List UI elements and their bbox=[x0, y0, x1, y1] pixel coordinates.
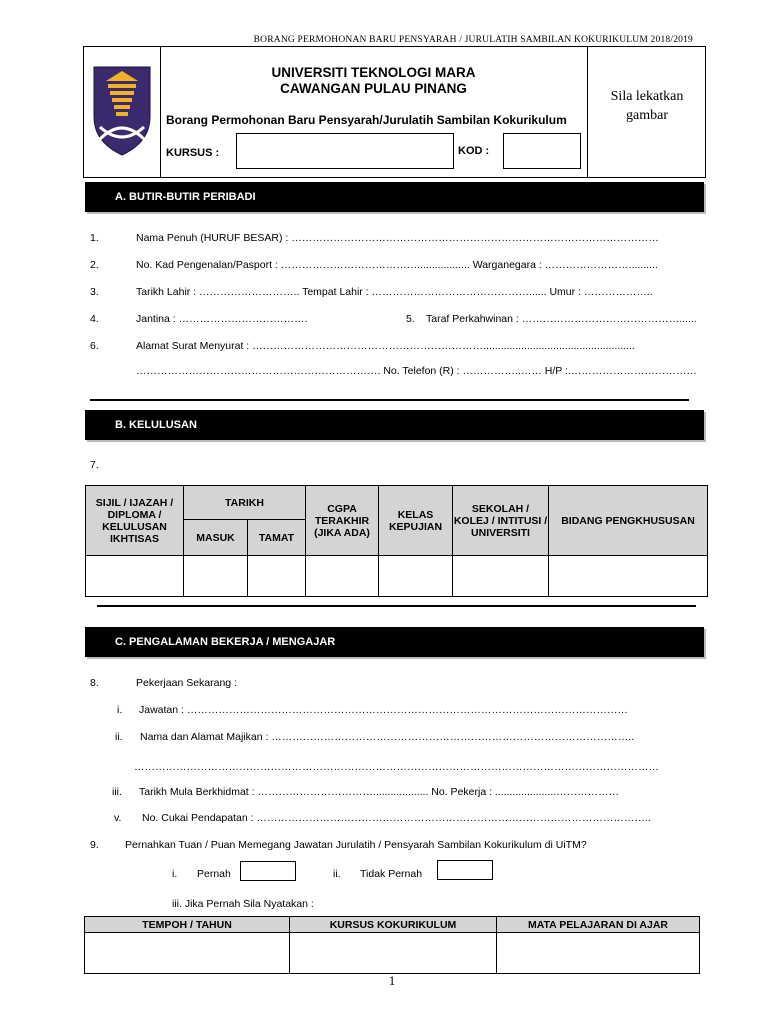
option-tidak-pernah-label: Tidak Pernah bbox=[360, 868, 423, 880]
photo-instruction-2: gambar bbox=[626, 108, 668, 123]
section-a-header bbox=[85, 182, 704, 212]
mailing-address-field[interactable]: Alamat Surat Menyurat : ………………………………………………………….................................................... bbox=[136, 340, 635, 352]
col-mata-pelajaran: MATA PELAJARAN DI AJAR bbox=[497, 917, 700, 933]
item-4-num: 4. bbox=[90, 313, 99, 325]
ic-passport-field[interactable]: No. Kad Pengenalan/Pasport : ………………………………….................. Warganegara : …………………….......... bbox=[136, 259, 658, 271]
section-c-header bbox=[85, 627, 704, 657]
uitm-logo bbox=[84, 47, 161, 177]
sub-i-num: i. bbox=[117, 704, 123, 716]
sub-v-num: v. bbox=[114, 812, 122, 824]
col-kelas: KELAS KEPUJIAN bbox=[379, 486, 453, 556]
kod-field[interactable] bbox=[503, 133, 581, 169]
item-5-num: 5. bbox=[406, 313, 415, 325]
section-b-header bbox=[85, 410, 704, 440]
cell-masuk[interactable] bbox=[184, 556, 248, 597]
item-7-num: 7. bbox=[90, 459, 99, 471]
divider bbox=[97, 605, 696, 607]
kursus-label: KURSUS : bbox=[166, 147, 220, 159]
table-row bbox=[86, 556, 708, 597]
employer-address-field[interactable]: …………………………………………………………………………………………………………………………………… bbox=[134, 761, 659, 773]
section-a-title: A. BUTIR-BUTIR PERIBADI bbox=[115, 191, 256, 203]
col-bidang: BIDANG PENGKHUSUSAN bbox=[549, 486, 708, 556]
cell-cgpa[interactable] bbox=[306, 556, 379, 597]
cell-bidang[interactable] bbox=[549, 556, 708, 597]
item-2-num: 2. bbox=[90, 259, 99, 271]
form-header bbox=[83, 46, 706, 178]
item-3-num: 3. bbox=[90, 286, 99, 298]
table-row bbox=[85, 933, 700, 974]
item-1-num: 1. bbox=[90, 232, 99, 244]
kursus-field[interactable] bbox=[236, 133, 454, 169]
tidak-pernah-checkbox[interactable] bbox=[437, 860, 493, 880]
campus-name: CAWANGAN PULAU PINANG bbox=[280, 81, 467, 96]
tax-number-field[interactable]: No. Cukai Pendapatan : ………………………………………………………………………………………………….. bbox=[142, 812, 651, 824]
photo-instruction-1: Sila lekatkan bbox=[610, 89, 684, 104]
cell-kelas[interactable] bbox=[379, 556, 453, 597]
col-cgpa: CGPA TERAKHIR (JIKA ADA) bbox=[306, 486, 379, 556]
marital-status-field[interactable]: Taraf Perkahwinan : ………………………………………...... bbox=[426, 313, 697, 325]
item-6-num: 6. bbox=[90, 340, 99, 352]
cell-sekolah[interactable] bbox=[453, 556, 549, 597]
qualification-table bbox=[85, 485, 708, 597]
item-8-num: 8. bbox=[90, 677, 99, 689]
divider bbox=[90, 399, 689, 401]
position-field[interactable]: Jawatan : ……………………………………………………………………………………………………………… bbox=[139, 704, 628, 716]
col-tamat: TAMAT bbox=[248, 520, 306, 556]
col-sekolah: SEKOLAH / KOLEJ / INTITUSI / UNIVERSITI bbox=[453, 486, 549, 556]
employer-field[interactable]: Nama dan Alamat Majikan : ………………………………………………………………………………………….. bbox=[140, 731, 635, 743]
col-masuk: MASUK bbox=[184, 520, 248, 556]
col-tarikh: TARIKH bbox=[184, 486, 306, 520]
document-header-note: BORANG PERMOHONAN BARU PENSYARAH / JURULATIH SAMBILAN KOKURIKULUM 2018/2019 bbox=[253, 35, 693, 45]
pernah-checkbox[interactable] bbox=[240, 861, 296, 881]
item-9-num: 9. bbox=[90, 839, 99, 851]
kod-label: KOD : bbox=[458, 145, 490, 157]
section-c-title: C. PENGALAMAN BEKERJA / MENGAJAR bbox=[115, 636, 336, 648]
option-pernah-label: Pernah bbox=[197, 868, 231, 880]
cell-tempoh[interactable] bbox=[85, 933, 290, 974]
col-tempoh: TEMPOH / TAHUN bbox=[85, 917, 290, 933]
form-title: Borang Permohonan Baru Pensyarah/Jurulatih Sambilan Kokurikulum bbox=[166, 113, 567, 127]
option-iii-text: iii. Jika Pernah Sila Nyatakan : bbox=[172, 898, 314, 910]
cell-kursus[interactable] bbox=[290, 933, 497, 974]
photo-box[interactable] bbox=[587, 47, 706, 177]
option-i-num: i. bbox=[172, 868, 178, 880]
option-ii-num: ii. bbox=[333, 868, 341, 880]
cell-tamat[interactable] bbox=[248, 556, 306, 597]
col-sijil: SIJIL / IJAZAH / DIPLOMA / KELULUSAN IKHTISAS bbox=[86, 486, 184, 556]
sub-iii-num: iii. bbox=[112, 786, 122, 798]
cell-sijil[interactable] bbox=[86, 556, 184, 597]
service-start-field[interactable]: Tarikh Mula Berkhidmat : ……………………………................... No. Pekerja : .....................……………… bbox=[139, 786, 620, 798]
full-name-field[interactable]: Nama Penuh (HURUF BESAR) : …………………………………………………………………………………………… bbox=[136, 232, 659, 244]
experience-table bbox=[84, 916, 700, 974]
current-job-label: Pekerjaan Sekarang : bbox=[136, 677, 237, 689]
birth-details-field[interactable]: Tarikh Lahir : ……………………….. Tempat Lahir : ………………………………………...... Umur : ……………….. bbox=[136, 286, 653, 298]
university-name: UNIVERSITI TEKNOLOGI MARA bbox=[271, 65, 476, 80]
address-phone-field[interactable]: ……………………………………………………………. No. Telefon (R) : ……………..…… H/P :.……………………………… bbox=[136, 365, 697, 377]
item-9-question: Pernahkan Tuan / Puan Memegang Jawatan Jurulatih / Pensyarah Sambilan Kokurikulum di UiTM? bbox=[125, 839, 587, 851]
section-b-title: B. KELULUSAN bbox=[115, 419, 197, 431]
page-number: 1 bbox=[388, 973, 396, 988]
sub-ii-num: ii. bbox=[115, 731, 123, 743]
cell-mata-pelajaran[interactable] bbox=[497, 933, 700, 974]
gender-field[interactable]: Jantina : ………………………………. bbox=[136, 313, 308, 325]
col-kursus-kokurikulum: KURSUS KOKURIKULUM bbox=[290, 917, 497, 933]
